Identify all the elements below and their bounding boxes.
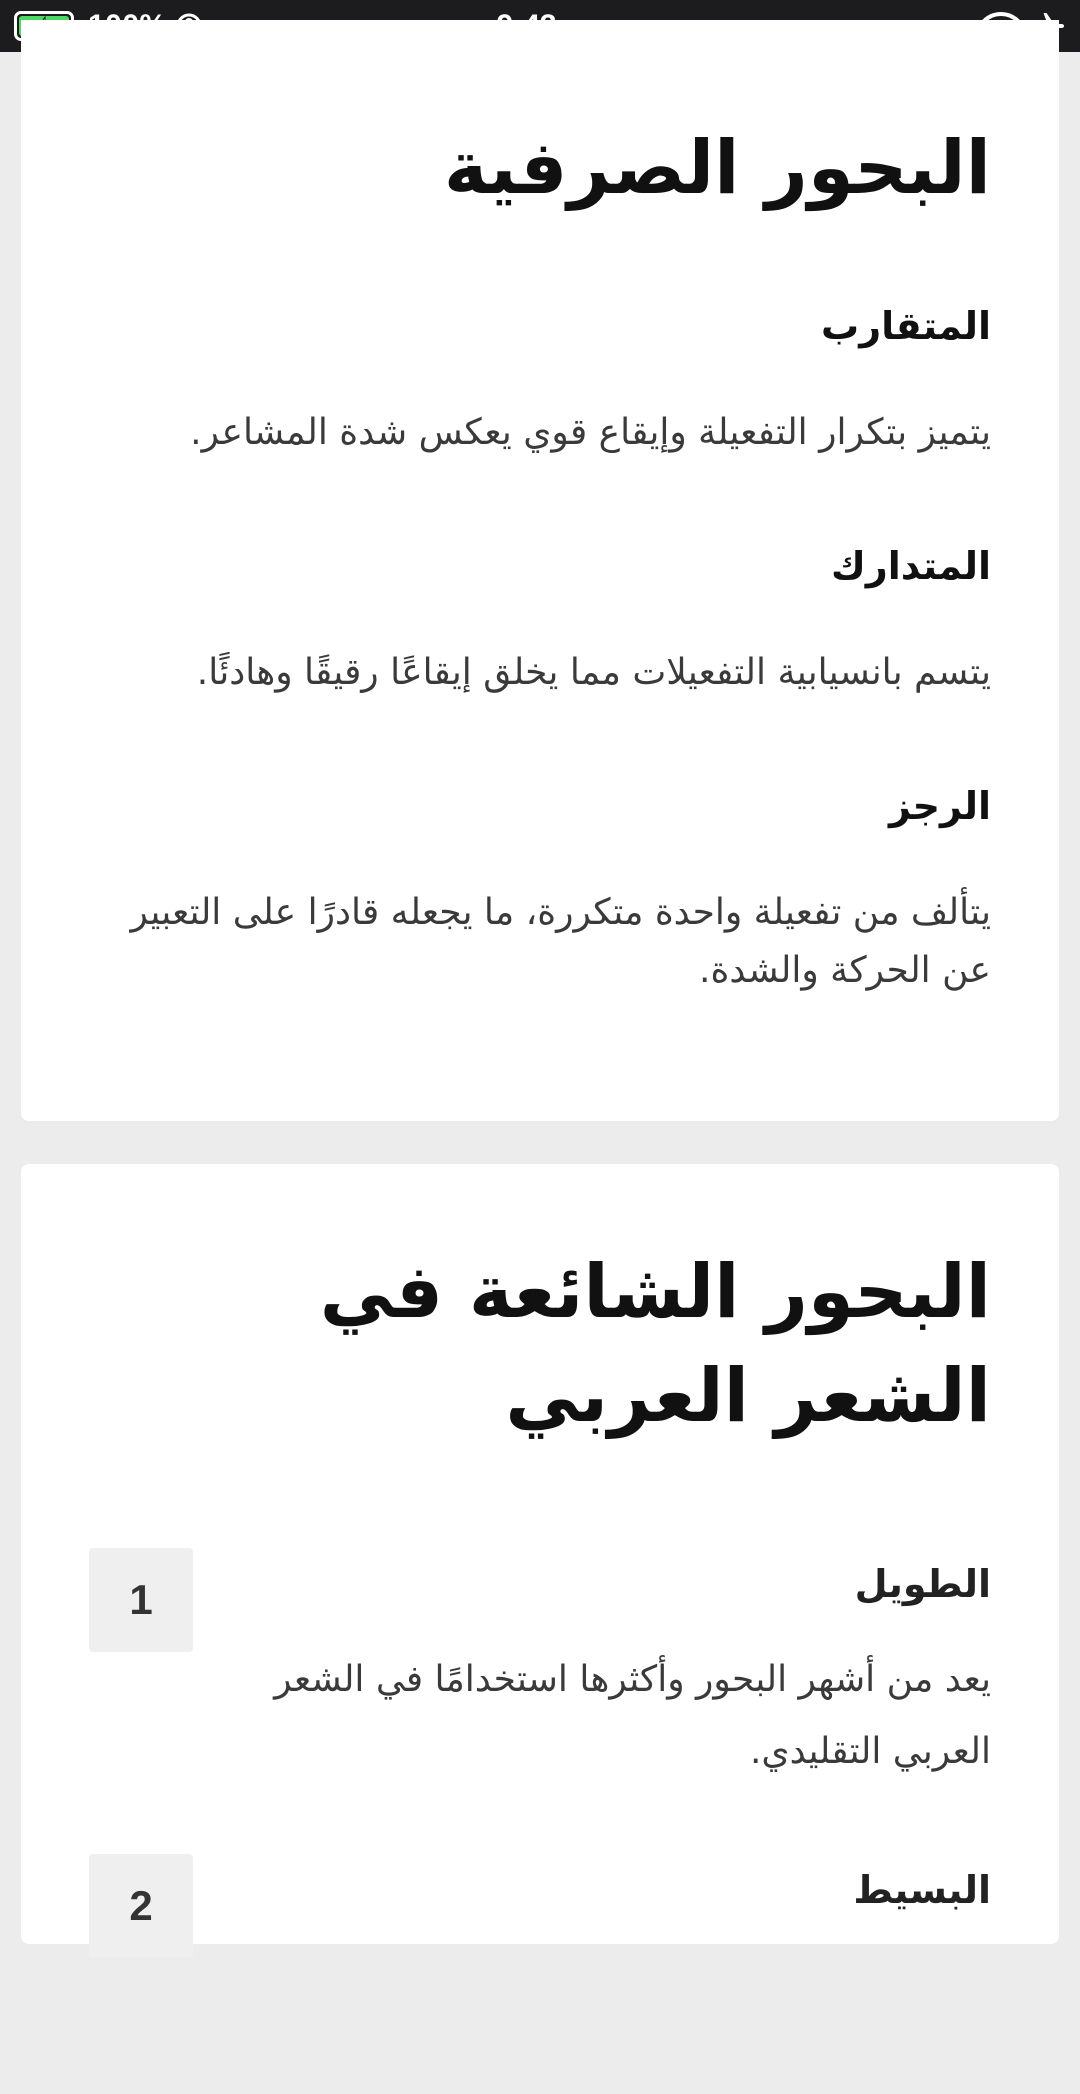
morph-meters-card (21, 20, 1059, 1121)
list-item (89, 1854, 991, 2094)
section-heading-mutadarik: المتدارك (831, 544, 991, 588)
common-meters-card (21, 1164, 1059, 1944)
section-heading-rajaz: الرجز (889, 784, 991, 828)
card-title: البحور الشائعة في الشعر العربي (319, 1249, 991, 1439)
section-body-rajaz: يتألف من تفعيلة واحدة متكررة، ما يجعله قادرًا على التعبير عن الحركة والشدة. (130, 892, 991, 991)
section-heading-mutaqarib: المتقارب (821, 304, 991, 348)
item-title: الطويل (854, 1562, 991, 1606)
card-title: البحور الصرفية (443, 125, 991, 211)
item-number-badge: 2 (89, 1854, 193, 1958)
item-number-badge: 1 (89, 1548, 193, 1652)
section-body-mutadarik: يتسم بانسيابية التفعيلات مما يخلق إيقاعًا رقيقًا وهادئًا. (196, 652, 991, 693)
list-item (89, 1548, 991, 1788)
item-text: يعد من أشهر البحور وأكثرها استخدامًا في الشعر العربي التقليدي. (274, 1659, 991, 1772)
section-body-mutaqarib: يتميز بتكرار التفعيلة وإيقاع قوي يعكس شدة المشاعر. (190, 412, 991, 453)
item-title: البسيط (853, 1868, 991, 1912)
